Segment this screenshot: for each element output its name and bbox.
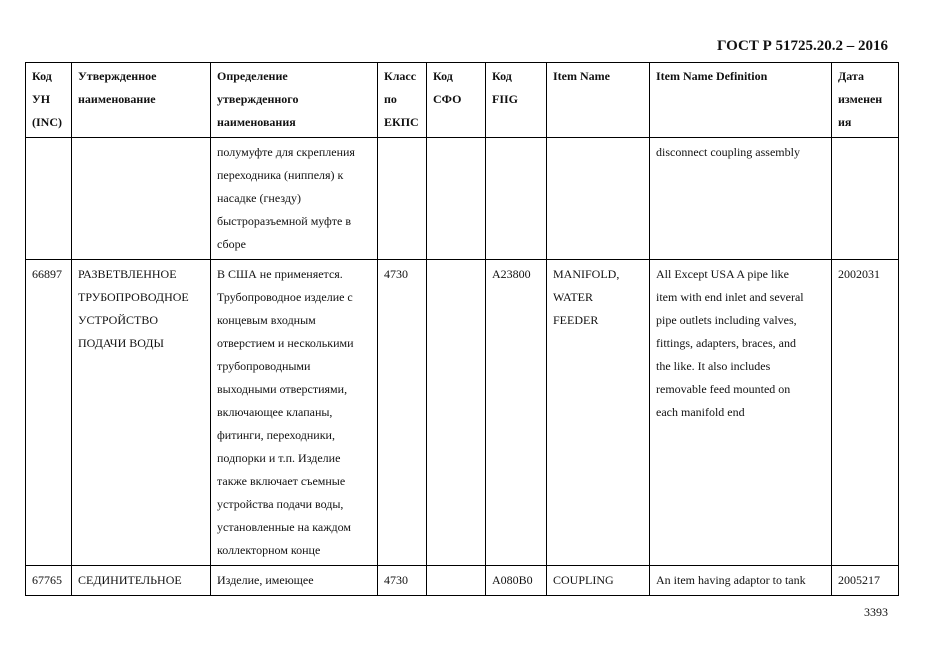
cell-text: the like. It also includes — [656, 359, 771, 373]
cell-definition — [211, 138, 378, 260]
cell-ekps-class — [378, 138, 427, 260]
column-header-fiig-code — [486, 63, 547, 138]
cell-text: 67765 — [32, 573, 62, 587]
cell-text: выходными отверстиями, — [217, 382, 348, 396]
cell-text: ТРУБОПРОВОДНОЕ — [78, 290, 189, 304]
cell-text: removable feed mounted on — [656, 382, 791, 396]
cell-sfo-code — [427, 260, 486, 566]
cell-approved-name — [72, 260, 211, 566]
cell-change-date — [832, 138, 899, 260]
cell-text: установленные на каждом — [217, 520, 352, 534]
cell-text: 2002031 — [838, 267, 880, 281]
cell-text: fittings, adapters, braces, and — [656, 336, 796, 350]
cell-item-name-definition — [650, 260, 832, 566]
table-row — [26, 566, 899, 596]
cell-definition — [211, 260, 378, 566]
cell-text: Изделие, имеющее — [217, 573, 314, 587]
cell-approved-name — [72, 566, 211, 596]
column-header-text: ия — [838, 115, 852, 129]
column-header-item-name-definition — [650, 63, 832, 138]
items-table — [25, 62, 899, 596]
cell-code — [26, 260, 72, 566]
column-header-text: наименование — [78, 92, 156, 106]
cell-fiig-code — [486, 260, 547, 566]
cell-code — [26, 566, 72, 596]
cell-approved-name — [72, 138, 211, 260]
cell-item-name — [547, 566, 650, 596]
cell-item-name-definition — [650, 566, 832, 596]
cell-item-name — [547, 260, 650, 566]
column-header-approved-name — [72, 63, 211, 138]
cell-text: устройства подачи воды, — [217, 497, 344, 511]
cell-item-name — [547, 138, 650, 260]
cell-text: РАЗВЕТВЛЕННОЕ — [78, 267, 177, 281]
column-header-text: FIIG — [492, 92, 519, 106]
table-row — [26, 138, 899, 260]
cell-definition — [211, 566, 378, 596]
cell-text: также включает съемные — [217, 474, 346, 488]
cell-text: В США не применяется. — [217, 267, 343, 281]
cell-text: item with end inlet and several — [656, 290, 804, 304]
cell-text: 2005217 — [838, 573, 880, 587]
cell-text: disconnect coupling assembly — [656, 145, 800, 159]
column-header-ekps-class — [378, 63, 427, 138]
cell-text: УСТРОЙСТВО — [78, 313, 158, 327]
cell-text: MANIFOLD, — [553, 267, 620, 281]
cell-text: pipe outlets including valves, — [656, 313, 797, 327]
cell-text: A23800 — [492, 267, 531, 281]
column-header-text: СФО — [433, 92, 462, 106]
column-header-text: утвержденного — [217, 92, 299, 106]
cell-text: трубопроводными — [217, 359, 311, 373]
cell-text: отверстием и несколькими — [217, 336, 354, 350]
table-header-row — [26, 63, 899, 138]
cell-text: концевым входным — [217, 313, 316, 327]
cell-item-name-definition — [650, 138, 832, 260]
cell-text: WATER — [553, 290, 593, 304]
cell-text: 4730 — [384, 267, 408, 281]
cell-text: быстроразъемной муфте в — [217, 214, 352, 228]
cell-text: A080B0 — [492, 573, 533, 587]
column-header-text: Утвержденное — [78, 69, 157, 83]
column-header-item-name — [547, 63, 650, 138]
cell-text: полумуфте для скрепления — [217, 145, 355, 159]
column-header-text: Определение — [217, 69, 288, 83]
column-header-text: Класс — [384, 69, 417, 83]
cell-fiig-code — [486, 566, 547, 596]
table-row — [26, 260, 899, 566]
column-header-text: наименования — [217, 115, 296, 129]
cell-text: FEEDER — [553, 313, 599, 327]
document-title: ГОСТ Р 51725.20.2 – 2016 — [716, 38, 888, 54]
cell-sfo-code — [427, 566, 486, 596]
cell-text: включающее клапаны, — [217, 405, 333, 419]
cell-sfo-code — [427, 138, 486, 260]
cell-text: All Except USA A pipe like — [656, 267, 789, 281]
cell-text: ПОДАЧИ ВОДЫ — [78, 336, 164, 350]
cell-text: фитинги, переходники, — [217, 428, 335, 442]
cell-text: насадке (гнезду) — [217, 191, 301, 205]
cell-text: подпорки и т.п. Изделие — [217, 451, 341, 465]
cell-text: сборе — [217, 237, 246, 251]
cell-ekps-class — [378, 566, 427, 596]
cell-text: An item having adaptor to tank — [656, 573, 806, 587]
column-header-definition — [211, 63, 378, 138]
cell-text: Трубопроводное изделие с — [217, 290, 353, 304]
cell-text: 4730 — [384, 573, 408, 587]
cell-fiig-code — [486, 138, 547, 260]
column-header-text: Item Name Definition — [656, 69, 768, 83]
column-header-text: (INC) — [32, 115, 62, 129]
column-header-text: Item Name — [553, 69, 610, 83]
column-header-text: Дата — [838, 69, 864, 83]
column-header-text: УН — [32, 92, 51, 106]
column-header-text: Код — [32, 69, 52, 83]
page-number: 3393 — [864, 605, 888, 619]
column-header-text: по — [384, 92, 397, 106]
column-header-code — [26, 63, 72, 138]
column-header-text: ЕКПС — [384, 115, 419, 129]
column-header-change-date — [832, 63, 899, 138]
column-header-text: Код — [433, 69, 453, 83]
cell-text: 66897 — [32, 267, 62, 281]
cell-text: СЕДИНИТЕЛЬНОЕ — [78, 573, 182, 587]
cell-change-date — [832, 260, 899, 566]
column-header-sfo-code — [427, 63, 486, 138]
cell-code — [26, 138, 72, 260]
column-header-text: Код — [492, 69, 512, 83]
cell-text: COUPLING — [553, 573, 614, 587]
cell-text: переходника (ниппеля) к — [217, 168, 344, 182]
cell-text: each manifold end — [656, 405, 745, 419]
cell-text: коллекторном конце — [217, 543, 321, 557]
cell-ekps-class — [378, 260, 427, 566]
cell-change-date — [832, 566, 899, 596]
column-header-text: изменен — [838, 92, 883, 106]
